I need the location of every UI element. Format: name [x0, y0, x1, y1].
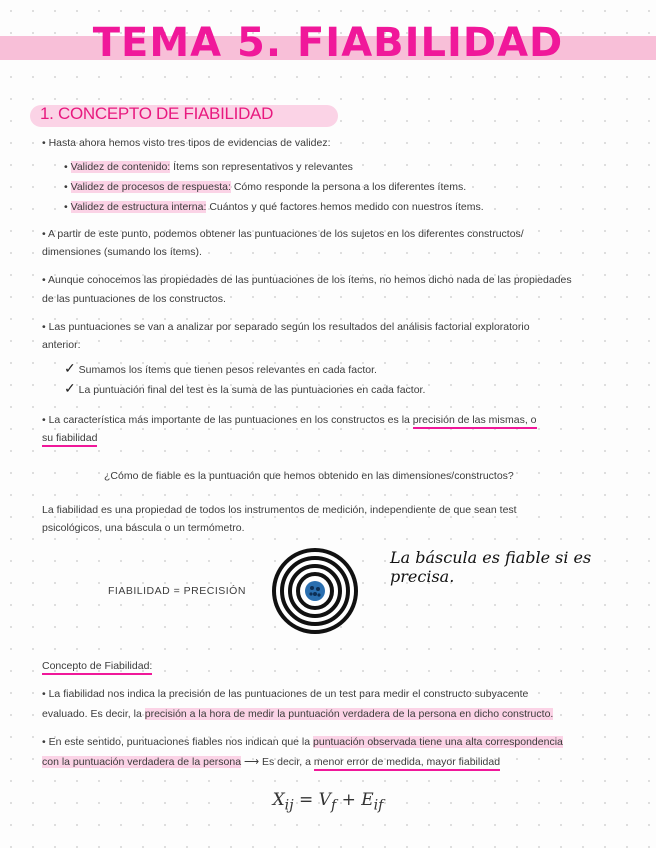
arrow-text: ⟶ Es decir, a: [241, 756, 314, 768]
validez-contenido-label: Validez de contenido:: [70, 161, 171, 173]
check-icon: ✓: [64, 360, 76, 376]
formula-v: = V: [293, 790, 331, 810]
check-item-puntuacion-final: [64, 378, 425, 400]
bullet-fiabilidad-indica: • La fiabilidad nos indica la precisión de las puntuaciones de un test para medir el constructo subyacente: [42, 688, 529, 700]
check-text: La puntuación final del test es la suma de las puntuaciones en cada factor.: [78, 384, 426, 396]
formula-x: X: [272, 790, 285, 810]
observada-highlight: puntuación observada tiene una alta correspondencia: [313, 736, 563, 748]
sub-bullet-text: Ítems son representativos y relevantes: [170, 161, 353, 173]
fiabilidad-underline: su fiabilidad: [42, 432, 97, 447]
formula-e-sub: if: [373, 797, 384, 814]
bullet-text: A partir de este punto, podemos obtener las puntuaciones de los sujetos en los diferentes constructos/: [48, 228, 524, 240]
bullet-continuation: [42, 428, 97, 448]
check-text: Sumamos los ítems que tienen pesos relevantes en cada factor.: [78, 364, 377, 376]
sub-bullet-text: Cómo responde la persona a los diferentes ítems.: [230, 181, 467, 193]
target-icon: [272, 548, 358, 634]
bullet-puntuaciones-fiables: • En este sentido, puntuaciones fiables nos indican que la puntuación observada tiene una alta correspondencia: [42, 736, 563, 748]
error-medida-underline: menor error de medida, mayor fiabilidad: [314, 756, 500, 771]
bullet-continuation: [42, 704, 553, 724]
section-title: 1. CONCEPTO DE FIABILIDAD: [40, 104, 274, 123]
sub-bullet-estructura: • Validez de estructura interna: Cuántos y qué factores hemos medido con nuestros ítems.: [64, 201, 484, 213]
precision-highlight: precisión a la hora de medir la puntuación verdadera de la persona en dicho constructo.: [144, 708, 554, 720]
bullet-text: La característica más importante de las puntuaciones en los constructos es la: [48, 414, 413, 426]
bullet-analisis-separado: • Las puntuaciones se van a analizar por separado según los resultados del análisis factorial exploratorio: [42, 321, 530, 333]
handwritten-note: La báscula es fiable si es precisa.: [390, 548, 592, 586]
bullet-continuation: [42, 752, 500, 772]
reliability-formula: [0, 790, 656, 813]
bullet-evidencias: • Hasta ahora hemos visto tres tipos de evidencias de validez:: [42, 137, 331, 149]
sub-bullet-text: Cuántos y qué factores hemos medido con nuestros ítems.: [206, 201, 484, 213]
page-title: TEMA 5. FIABILIDAD: [92, 20, 564, 66]
bullet-text: evaluado. Es decir, la: [42, 708, 145, 720]
bullet-continuation: dimensiones (sumando los ítems).: [42, 246, 202, 258]
formula-v-sub: f: [330, 797, 337, 814]
sub-bullet-procesos: • Validez de procesos de respuesta: Cómo responde la persona a los diferentes ítems.: [64, 181, 467, 193]
verdadera-highlight: con la puntuación verdadera de la persona: [42, 756, 242, 768]
bullet-continuation: de las puntuaciones de los constructos.: [42, 293, 226, 305]
concept-label: [42, 656, 152, 676]
equation-fiabilidad-precision: FIABILIDAD = PRECISIÓN: [108, 585, 246, 597]
bullet-puntuaciones-sujetos: • A partir de este punto, podemos obtener las puntuaciones de los sujetos en los diferentes constructos/: [42, 228, 524, 240]
bullet-text: En este sentido, puntuaciones fiables nos indican que la: [48, 736, 314, 748]
bullet-text: Las puntuaciones se van a analizar por separado según los resultados del análisis factorial exploratorio: [48, 321, 530, 333]
bullet-text: La fiabilidad nos indica la precisión de las puntuaciones de un test para medir el constructo subyacente: [48, 688, 529, 700]
concept-label-text: Concepto de Fiabilidad:: [42, 660, 152, 675]
formula-e: + E: [336, 790, 374, 810]
validez-procesos-label: Validez de procesos de respuesta:: [70, 181, 231, 193]
bullet-propiedades: • Aunque conocemos las propiedades de las puntuaciones de los ítems, no hemos dicho nada de las propiedades: [42, 274, 572, 286]
bullet-text: Aunque conocemos las propiedades de las puntuaciones de los ítems, no hemos dicho nada de las propiedades: [48, 274, 572, 286]
bullet-text: Hasta ahora hemos visto tres tipos de evidencias de validez:: [48, 137, 331, 149]
formula-x-sub: ij: [284, 797, 294, 814]
check-item-sumamos: [64, 358, 377, 380]
bullet-continuation: anterior:: [42, 339, 81, 351]
paragraph-continuation: psicológicos, una báscula o un termómetro.: [42, 522, 245, 534]
question-text: ¿Cómo de fiable es la puntuación que hemos obtenido en las dimensiones/constructos?: [104, 470, 514, 482]
bullet-caracteristica: • La característica más importante de las puntuaciones en los constructos es la precisión de las mismas, o: [42, 410, 537, 430]
validez-estructura-label: Validez de estructura interna:: [70, 201, 207, 213]
sub-bullet-contenido: • Validez de contenido: Ítems son representativos y relevantes: [64, 161, 353, 173]
paragraph-instrumentos: La fiabilidad es una propiedad de todos los instrumentos de medición, independiente de que sean test: [42, 504, 517, 516]
check-icon: ✓: [64, 380, 76, 396]
precision-underline: precisión de las mismas, o: [413, 414, 537, 429]
